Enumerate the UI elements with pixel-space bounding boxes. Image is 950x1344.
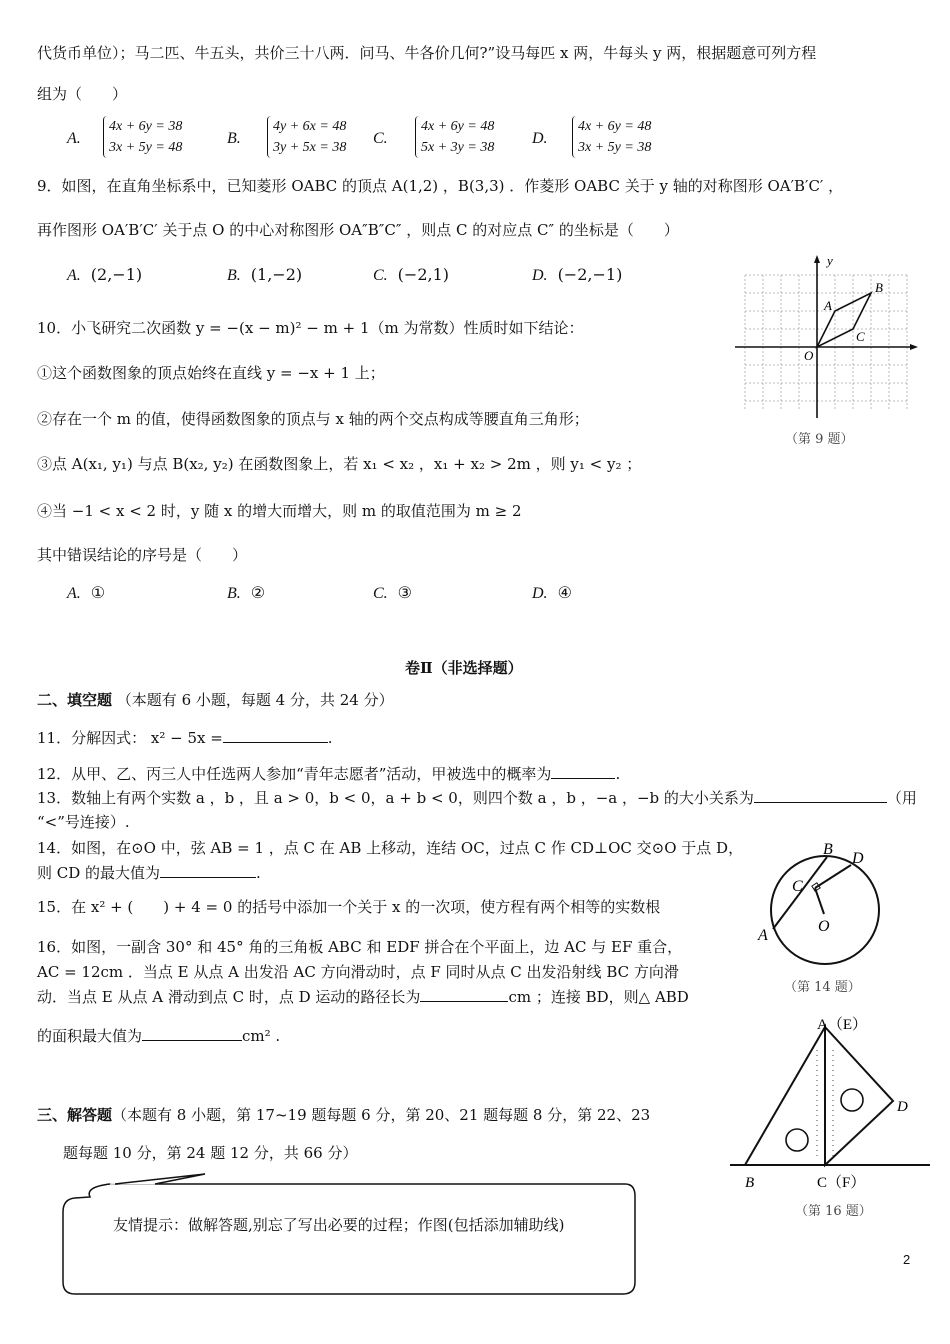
option-label: A. bbox=[67, 585, 81, 602]
tip-text: 友情提示：做解答题,别忘了写出必要的过程；作图(包括添加辅助线) bbox=[113, 1216, 565, 1234]
point-c-label: C bbox=[792, 878, 803, 895]
option-text: (−2,−1) bbox=[557, 265, 623, 284]
q11-expression: x² − 5x = bbox=[150, 729, 223, 747]
part2-section-heading bbox=[37, 690, 394, 710]
q10-line1: 10．小飞研究二次函数 y = −(x − m)² − m + 1（m 为常数）性质时如下结论： bbox=[37, 319, 584, 337]
option-label: B. bbox=[227, 585, 241, 602]
q9-line1: 9．如图，在直角坐标系中，已知菱形 OABC 的顶点 A(1,2) ，B(3,3) ．作菱形 OABC 关于 y 轴的对称图形 OA′B′C′ ， bbox=[37, 177, 844, 195]
answer-blank[interactable] bbox=[142, 1026, 242, 1041]
circle-diagram bbox=[740, 838, 930, 978]
option-text: (1,−2) bbox=[250, 265, 303, 284]
q16-text-mid: cm ；连接 BD，则△ ABD bbox=[508, 988, 689, 1006]
figure-q14-caption: （第 14 题） bbox=[784, 980, 861, 995]
q13-text: 13．数轴上有两个实数 a ，b ，且 a > 0，b < 0，a + b < 0，则四个数 a ，b ，−a ，−b 的大小关系为 bbox=[37, 789, 754, 807]
answer-blank[interactable] bbox=[551, 764, 615, 779]
option-label: B. bbox=[227, 267, 241, 284]
option-label: B. bbox=[227, 130, 241, 147]
q16-line4 bbox=[37, 1026, 280, 1046]
point-c-label: C bbox=[856, 329, 865, 344]
part3-line2: 题每题 10 分，第 24 题 12 分，共 66 分） bbox=[63, 1144, 358, 1162]
triangle-diagram bbox=[725, 1015, 940, 1195]
section-note: （本题有 8 小题，第 17~19 题每题 6 分，第 20、21 题每题 8 分，第 22、23 bbox=[112, 1106, 651, 1124]
q9-line2: 再作图形 OA′B′C′ 关于点 O 的中心对称图形 OA″B″C″ ，则点 C 的对应点 C″ 的坐标是（ ） bbox=[37, 221, 679, 239]
answer-blank[interactable] bbox=[160, 863, 256, 878]
option-label: C. bbox=[373, 585, 388, 602]
q16-end: cm² . bbox=[242, 1027, 281, 1045]
q8-line2: 组为（ ） bbox=[37, 85, 128, 103]
equation: 4x + 6y = 48 bbox=[578, 119, 652, 134]
center-o-label: O bbox=[818, 918, 830, 935]
q12-end: . bbox=[615, 765, 621, 783]
part2-title: 卷Ⅱ（非选择题） bbox=[405, 659, 523, 677]
q8-option-d bbox=[532, 119, 652, 155]
option-label: D. bbox=[532, 130, 548, 147]
point-cf-label: C（F） bbox=[817, 1175, 866, 1191]
equation: 4y + 6x = 48 bbox=[273, 119, 347, 134]
option-text: (−2,1) bbox=[397, 265, 450, 284]
equation: 3y + 5x = 38 bbox=[273, 140, 347, 155]
coordinate-grid bbox=[730, 250, 920, 425]
option-label: C. bbox=[373, 130, 388, 147]
q10-statement-3: ③点 A(x₁, y₁) 与点 B(x₂, y₂) 在函数图象上，若 x₁ < x₂ ，x₁ + x₂ > 2m ，则 y₁ < y₂ ； bbox=[37, 455, 642, 473]
option-label: D. bbox=[532, 585, 548, 602]
origin-label: O bbox=[804, 348, 814, 363]
option-label: C. bbox=[373, 267, 388, 284]
q16-line1: 16．如图，一副含 30° 和 45° 角的三角板 ABC 和 EDF 拼合在个平面上，边 AC 与 EF 重合， bbox=[37, 938, 683, 956]
q16-line2: AC = 12cm ．当点 E 从点 A 出发沿 AC 方向滑动时，点 F 同时从点 C 出发沿射线 BC 方向滑 bbox=[37, 963, 679, 981]
q14-end: . bbox=[256, 864, 261, 882]
q16-line3 bbox=[37, 987, 689, 1007]
q15: 15．在 x² + ( ) + 4 = 0 的括号中添加一个关于 x 的一次项，使方程有两个相等的实数根 bbox=[37, 898, 661, 916]
q14-line2 bbox=[37, 863, 261, 883]
point-b-label: B bbox=[875, 280, 883, 295]
q12 bbox=[37, 764, 620, 784]
q11 bbox=[37, 728, 333, 748]
q11-end: . bbox=[327, 729, 333, 747]
figure-q9 bbox=[730, 250, 920, 450]
q8-option-a bbox=[67, 119, 183, 155]
figure-q16 bbox=[725, 1015, 940, 1225]
section-title: 二、填空题 bbox=[37, 691, 113, 709]
q11-text: 11．分解因式： bbox=[37, 729, 147, 747]
point-d-label: D bbox=[852, 850, 864, 867]
answer-blank[interactable] bbox=[420, 987, 508, 1002]
option-label: A. bbox=[67, 267, 81, 284]
q8-line1: 代货币单位）；马二匹、牛五头，共价三十八两．问马、牛各价几何?”设马每匹 x 两，牛每头 y 两，根据题意可列方程 bbox=[37, 44, 817, 62]
q12-text: 12．从甲、乙、丙三人中任选两人参加“青年志愿者”活动，甲被选中的概率为 bbox=[37, 765, 552, 783]
equation: 4x + 6y = 38 bbox=[109, 119, 183, 134]
equation: 3x + 5y = 38 bbox=[578, 140, 652, 155]
tip-bubble bbox=[55, 1172, 645, 1302]
answer-blank[interactable] bbox=[754, 788, 887, 803]
figure-q14 bbox=[740, 838, 930, 1008]
q10-statement-4: ④当 −1 < x < 2 时，y 随 x 的增大而增大，则 m 的取值范围为 m ≥ 2 bbox=[37, 502, 522, 520]
page-number: 2 bbox=[903, 1252, 911, 1267]
equation: 4x + 6y = 48 bbox=[421, 119, 495, 134]
q13-text-end: （用 bbox=[886, 789, 917, 807]
q14-line1: 14．如图，在⊙O 中，弦 AB = 1 ，点 C 在 AB 上移动，连结 OC，过点 C 作 CD⊥OC 交⊙O 于点 D， bbox=[37, 839, 744, 857]
option-text: ② bbox=[250, 583, 266, 602]
section-note: （本题有 6 小题，每题 4 分，共 24 分） bbox=[116, 691, 394, 709]
option-text: ① bbox=[90, 583, 106, 602]
q16-text: 动．当点 E 从点 A 滑动到点 C 时，点 D 运动的路径长为 bbox=[37, 988, 421, 1006]
q10-ask: 其中错误结论的序号是（ ） bbox=[37, 546, 248, 564]
q10-statement-1: ①这个函数图象的顶点始终在直线 y = −x + 1 上； bbox=[37, 364, 385, 382]
part3-line1 bbox=[37, 1105, 650, 1125]
option-label: A. bbox=[67, 130, 81, 147]
point-b-label: B bbox=[745, 1175, 755, 1191]
option-text: (2,−1) bbox=[90, 265, 143, 284]
q8-option-c bbox=[373, 119, 495, 155]
point-a-label: A bbox=[824, 298, 832, 313]
point-a-label: A bbox=[758, 927, 768, 944]
answer-blank[interactable] bbox=[223, 728, 328, 743]
q13-line1 bbox=[37, 788, 917, 808]
section-title: 三、解答题 bbox=[37, 1106, 113, 1124]
y-axis-label: y bbox=[827, 253, 833, 268]
q10-statement-2: ②存在一个 m 的值，使得函数图象的顶点与 x 轴的两个交点构成等腰直角三角形； bbox=[37, 410, 589, 428]
figure-q9-caption: （第 9 题） bbox=[785, 432, 854, 447]
q16-text: 的面积最大值为 bbox=[37, 1027, 143, 1045]
option-text: ③ bbox=[397, 583, 413, 602]
q8-option-b bbox=[227, 119, 347, 155]
point-ae-label: A（E） bbox=[817, 1017, 867, 1033]
q14-text: 则 CD 的最大值为 bbox=[37, 864, 161, 882]
option-text: ④ bbox=[557, 583, 572, 602]
point-d-label: D bbox=[897, 1099, 908, 1115]
q13-line2: “<”号连接）. bbox=[37, 813, 130, 831]
equation: 3x + 5y = 48 bbox=[109, 140, 183, 155]
option-label: D. bbox=[532, 267, 548, 284]
equation: 5x + 3y = 38 bbox=[421, 140, 495, 155]
point-b-label: B bbox=[823, 841, 833, 858]
figure-q16-caption: （第 16 题） bbox=[795, 1204, 872, 1219]
